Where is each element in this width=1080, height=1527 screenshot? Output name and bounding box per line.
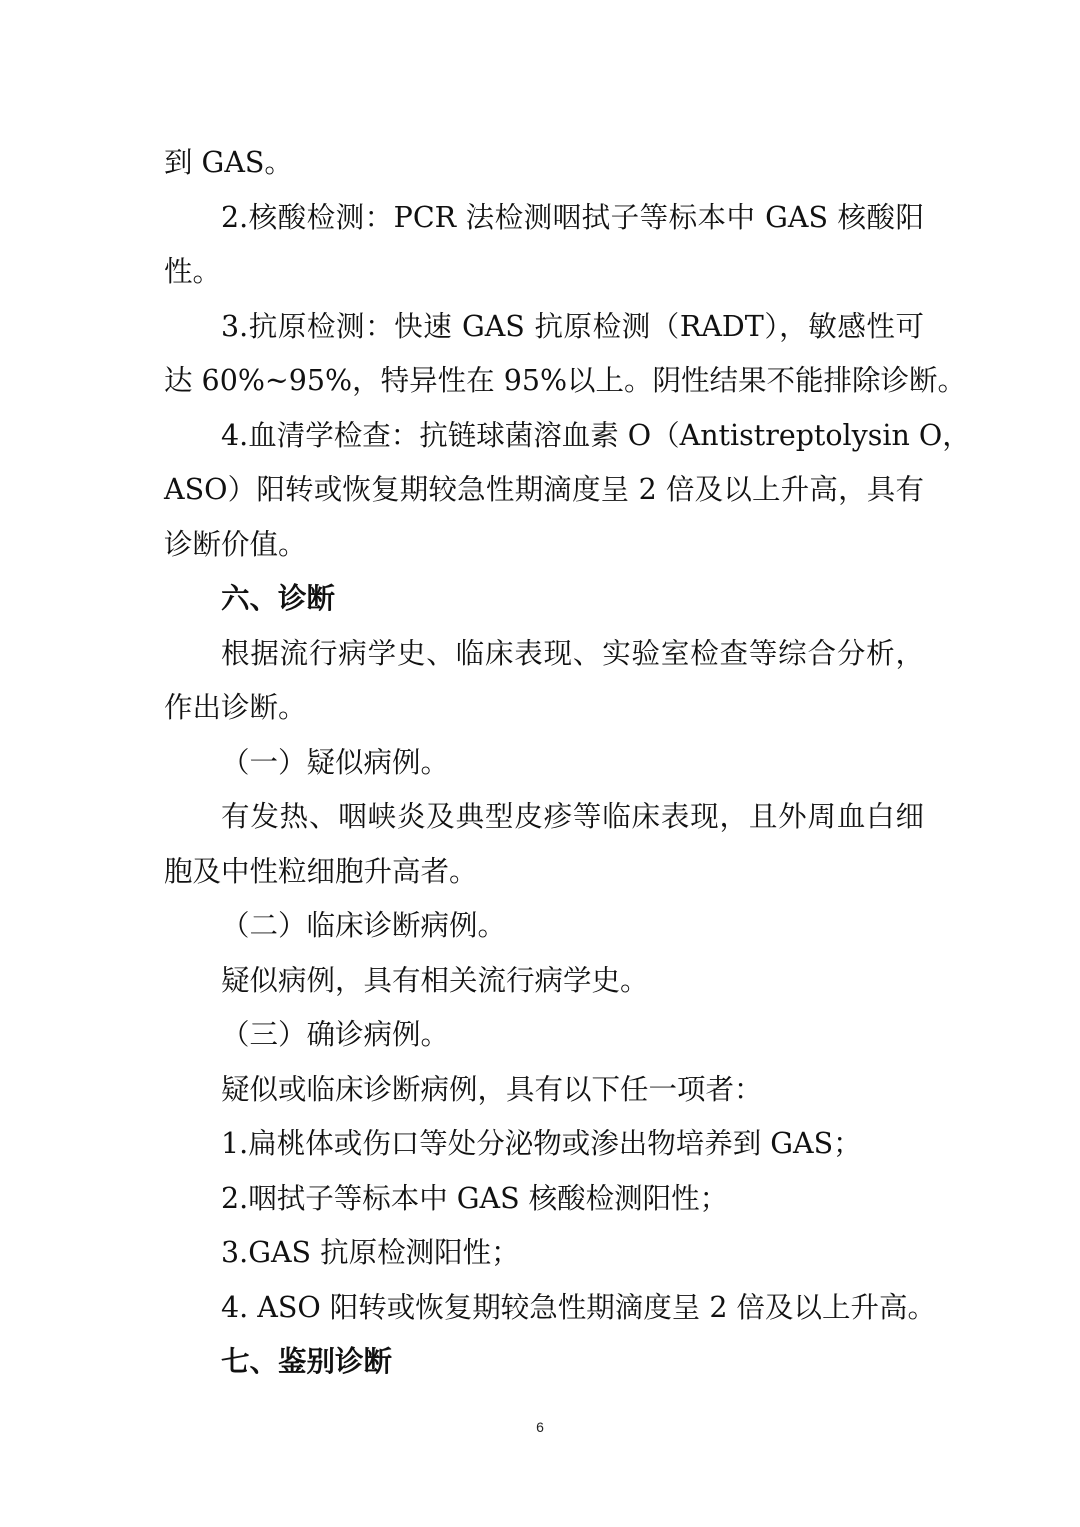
subsection-heading: （三）确诊病例。 <box>221 1018 450 1051</box>
page-number: 6 <box>536 1419 544 1435</box>
subsection-heading: （二）临床诊断病例。 <box>221 909 507 942</box>
list-item: 3.GAS 抗原检测阳性； <box>221 1236 520 1269</box>
subsection-heading: （一）疑似病例。 <box>221 746 450 779</box>
paragraph-line: ASO）阳转或恢复期较急性期滴度呈 2 倍及以上升高，具有 <box>164 473 924 506</box>
paragraph-line: 到 GAS。 <box>164 146 293 179</box>
paragraph-line: 作出诊断。 <box>164 691 307 724</box>
list-item: 4. ASO 阳转或恢复期较急性期滴度呈 2 倍及以上升高。 <box>221 1291 937 1324</box>
paragraph-line: 3.抗原检测：快速 GAS 抗原检测（RADT），敏感性可 <box>221 310 924 343</box>
list-item: 1.扁桃体或伤口等处分泌物或渗出物培养到 GAS； <box>221 1127 862 1160</box>
paragraph-line: 性。 <box>164 255 222 288</box>
paragraph-line: 2.核酸检测：PCR 法检测咽拭子等标本中 GAS 核酸阳 <box>221 201 924 234</box>
list-item: 2.咽拭子等标本中 GAS 核酸检测阳性； <box>221 1182 729 1215</box>
paragraph-line: 疑似病例，具有相关流行病学史。 <box>221 964 649 997</box>
paragraph-line: 4.血清学检查：抗链球菌溶血素 O（Antistreptolysin O， <box>221 419 971 452</box>
paragraph-line: 诊断价值。 <box>164 528 307 561</box>
paragraph-line: 达 60%~95%，特异性在 95%以上。阴性结果不能排除诊断。 <box>164 364 967 397</box>
paragraph-line: 疑似或临床诊断病例，具有以下任一项者： <box>221 1073 763 1106</box>
paragraph-line: 根据流行病学史、临床表现、实验室检查等综合分析， <box>221 637 924 670</box>
section-heading: 六、诊断 <box>221 582 336 615</box>
paragraph-line: 有发热、咽峡炎及典型皮疹等临床表现，且外周血白细 <box>221 800 924 833</box>
paragraph-line: 胞及中性粒细胞升高者。 <box>164 855 478 888</box>
section-heading: 七、鉴别诊断 <box>221 1345 393 1378</box>
